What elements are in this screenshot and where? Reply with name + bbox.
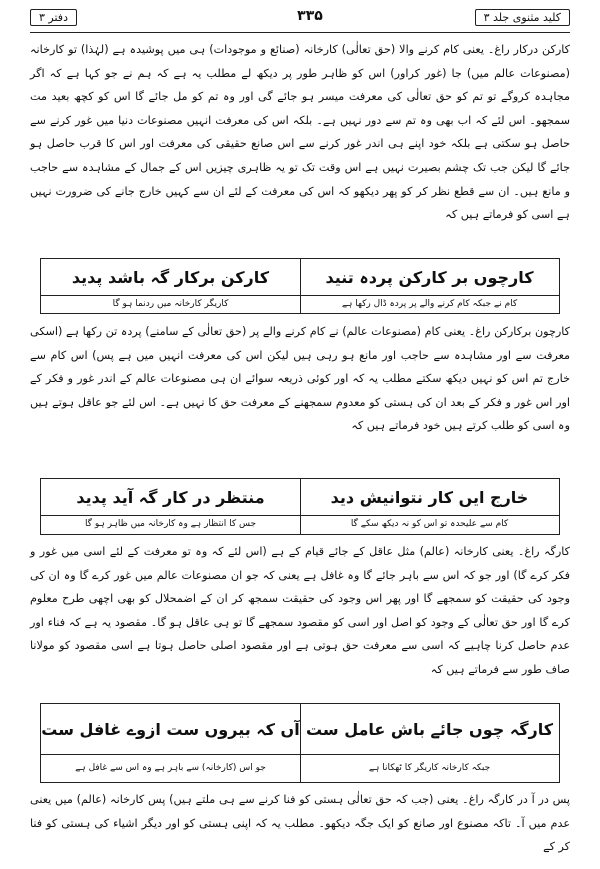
volume-section-label: دفتر ۳ bbox=[30, 9, 77, 26]
page-number: ۳۳۵ bbox=[297, 8, 323, 24]
verse-left-translation: جس کا انتظار ہے وہ کارخانہ میں ظاہر ہو گا bbox=[84, 519, 257, 529]
verse-right-hemistich: خارج ایں کار نتوانیش دید bbox=[330, 488, 529, 507]
book-title-label: کلید مثنوی جلد ۳ bbox=[475, 9, 570, 26]
verse-rule bbox=[41, 754, 559, 755]
verse-left-hemistich: کارکن برکار گہ باشد پدید bbox=[71, 268, 270, 287]
commentary-paragraph-4: پس در آ در کارگہ راغ۔ یعنی (جب کہ حق تعالٰی ہستی کو فنا کرنے سے ہی ملتے ہیں) پس کارخانہ (عالم) میں یعنی عدم میں آ۔ تاکہ مصنوع اور صانع کو ایک جگہ دیکھو۔ مطلب یہ کہ اپنی ہستی کو اور دیگر اشیاء کی ہستی کو فنا کر کے bbox=[30, 793, 570, 854]
verse-right-hemistich: کارچوں بر کارکن پردہ تنید bbox=[325, 268, 534, 287]
commentary-paragraph-1: کارکن درکار راغ۔ یعنی کام کرنے والا (حق تعالٰی) کارخانہ (صنائع و موجودات) ہی میں پوشیدہ ہے (لہٰذا) تو کارخانہ (مصنوعات عالم میں) جا (غور کراور) اس کو ظاہر طور پر دیکھ لے مطلب یہ ہے کہ ہم نے جو کہا ہے کہ اگر مجاہدہ کروگے تو تم کو حق تعالٰی کی معرفت میسر ہو جائے گی اور وہ تم کو مل جائے گا اس کو کچھ بعید مت سمجھو۔ اس لئے کہ اب بھی وہ تم سے دور نہیں ہے۔ بلکہ اس کی معرفت انہیں مصنوعات دنیا میں غور کرنے سے حاصل ہو سکتی ہے بلکہ خود اپنے ہی اندر غور کرنے سے اس صانع حقیقی کی معرفت اور اس کا قرب حاصل ہو جائے گا لیکن جب تک چشم بصیرت نہیں ہے اس وقت تک تو یہ ظاہری چیزیں اس کے جمال کے مشاہدہ سے حاجب و مانع ہیں۔ ان سے قطع نظر کر کو پھر دیکھو کہ اس کی معرفت کے لئے ان سے کہیں خارج جانے کی ضرورت نہیں ہے اسی کو فرماتے ہیں کہ bbox=[30, 43, 570, 222]
verse-right-translation: کام سے علیحدہ تو اس کو نہ دیکھ سکے گا bbox=[350, 519, 509, 529]
verse-box-2 bbox=[40, 478, 560, 535]
verse-left-translation: جو اس (کارخانہ) سے باہر ہے وہ اس سے غافل ہے bbox=[75, 763, 266, 773]
verse-right-hemistich: کارگہ چوں جائے باش عامل ست bbox=[305, 720, 554, 739]
verse-box-1 bbox=[40, 258, 560, 314]
commentary-paragraph-2: کارچون برکارکن راغ۔ یعنی کام (مصنوعات عالم) نے کام کرنے والے پر (حق تعالٰی کے سامنے) پردہ تن رکھا ہے (اسکی معرفت سے اور مشاہدہ سے حاجب اور مانع ہو رہی ہیں لیکن اس کی معرفت انہیں میں ہے پس) اس کام سے خارج تم اس کو نہیں دیکھ سکتے مطلب یہ کہ اور کوئی ذریعہ سوائے ان ہی مصنوعات عالم کے اندر غور و فکر کے اور اس غور و فکر کے بعد ان کی ہستی کو معدوم سمجھنے کے معرفت حق کا نہیں ہے۔ اس لئے جو عاقل ہوتے ہیں وہ اسی کو طلب کرتے ہیں خود فرماتے ہیں کہ bbox=[30, 325, 570, 433]
verse-box-3 bbox=[40, 703, 560, 783]
verse-right-translation: جبکہ کارخانہ کاریگر کا ٹھکانا ہے bbox=[368, 763, 491, 773]
verse-left-hemistich: آں کہ بیروں ست ازوے غافل ست bbox=[41, 720, 300, 739]
verse-left-hemistich: منتظر در کار گہ آید پدید bbox=[76, 488, 265, 507]
verse-right-translation: کام نے جبکہ کام کرنے والے پر پردہ ڈال رکھا ہے bbox=[341, 299, 518, 309]
page-header bbox=[30, 8, 570, 33]
commentary-paragraph-3: کارگہ راغ۔ یعنی کارخانہ (عالم) مثل عاقل کے جائے قیام کے ہے (اس لئے کہ وہ تو معرفت کے لئے اسی میں غور و فکر کرے گا) اور جو کہ اس سے باہر جائے گا وہ غافل ہے یعنی کہ جو ان مصنوعات عالم میں غور کرے گا وہ ان کی وجود کی حقیقت کو سمجھے گا اور پھر اس وجود کی حقیقت سمجھ کر ان کے اضمحلال کو بھی اچھی طرح معلوم کرے گا اور حق تعالٰی کے وجود کو اصل اور اسی کو مقصود سمجھے گا تو ہی عاقل ہو گا۔ مقصود یہ ہے کہ فناء اور عدم حاصل کرنا چاہیے کہ اسی سے معرفت حق ہوتی ہے اور مقصود اصلی حاصل ہوتا ہے اسی مقصود کو مولانا صاف طور سے فرماتے ہیں کہ bbox=[30, 545, 570, 676]
verse-left-translation: کاریگر کارخانہ میں ردنما ہو گا bbox=[112, 299, 229, 309]
